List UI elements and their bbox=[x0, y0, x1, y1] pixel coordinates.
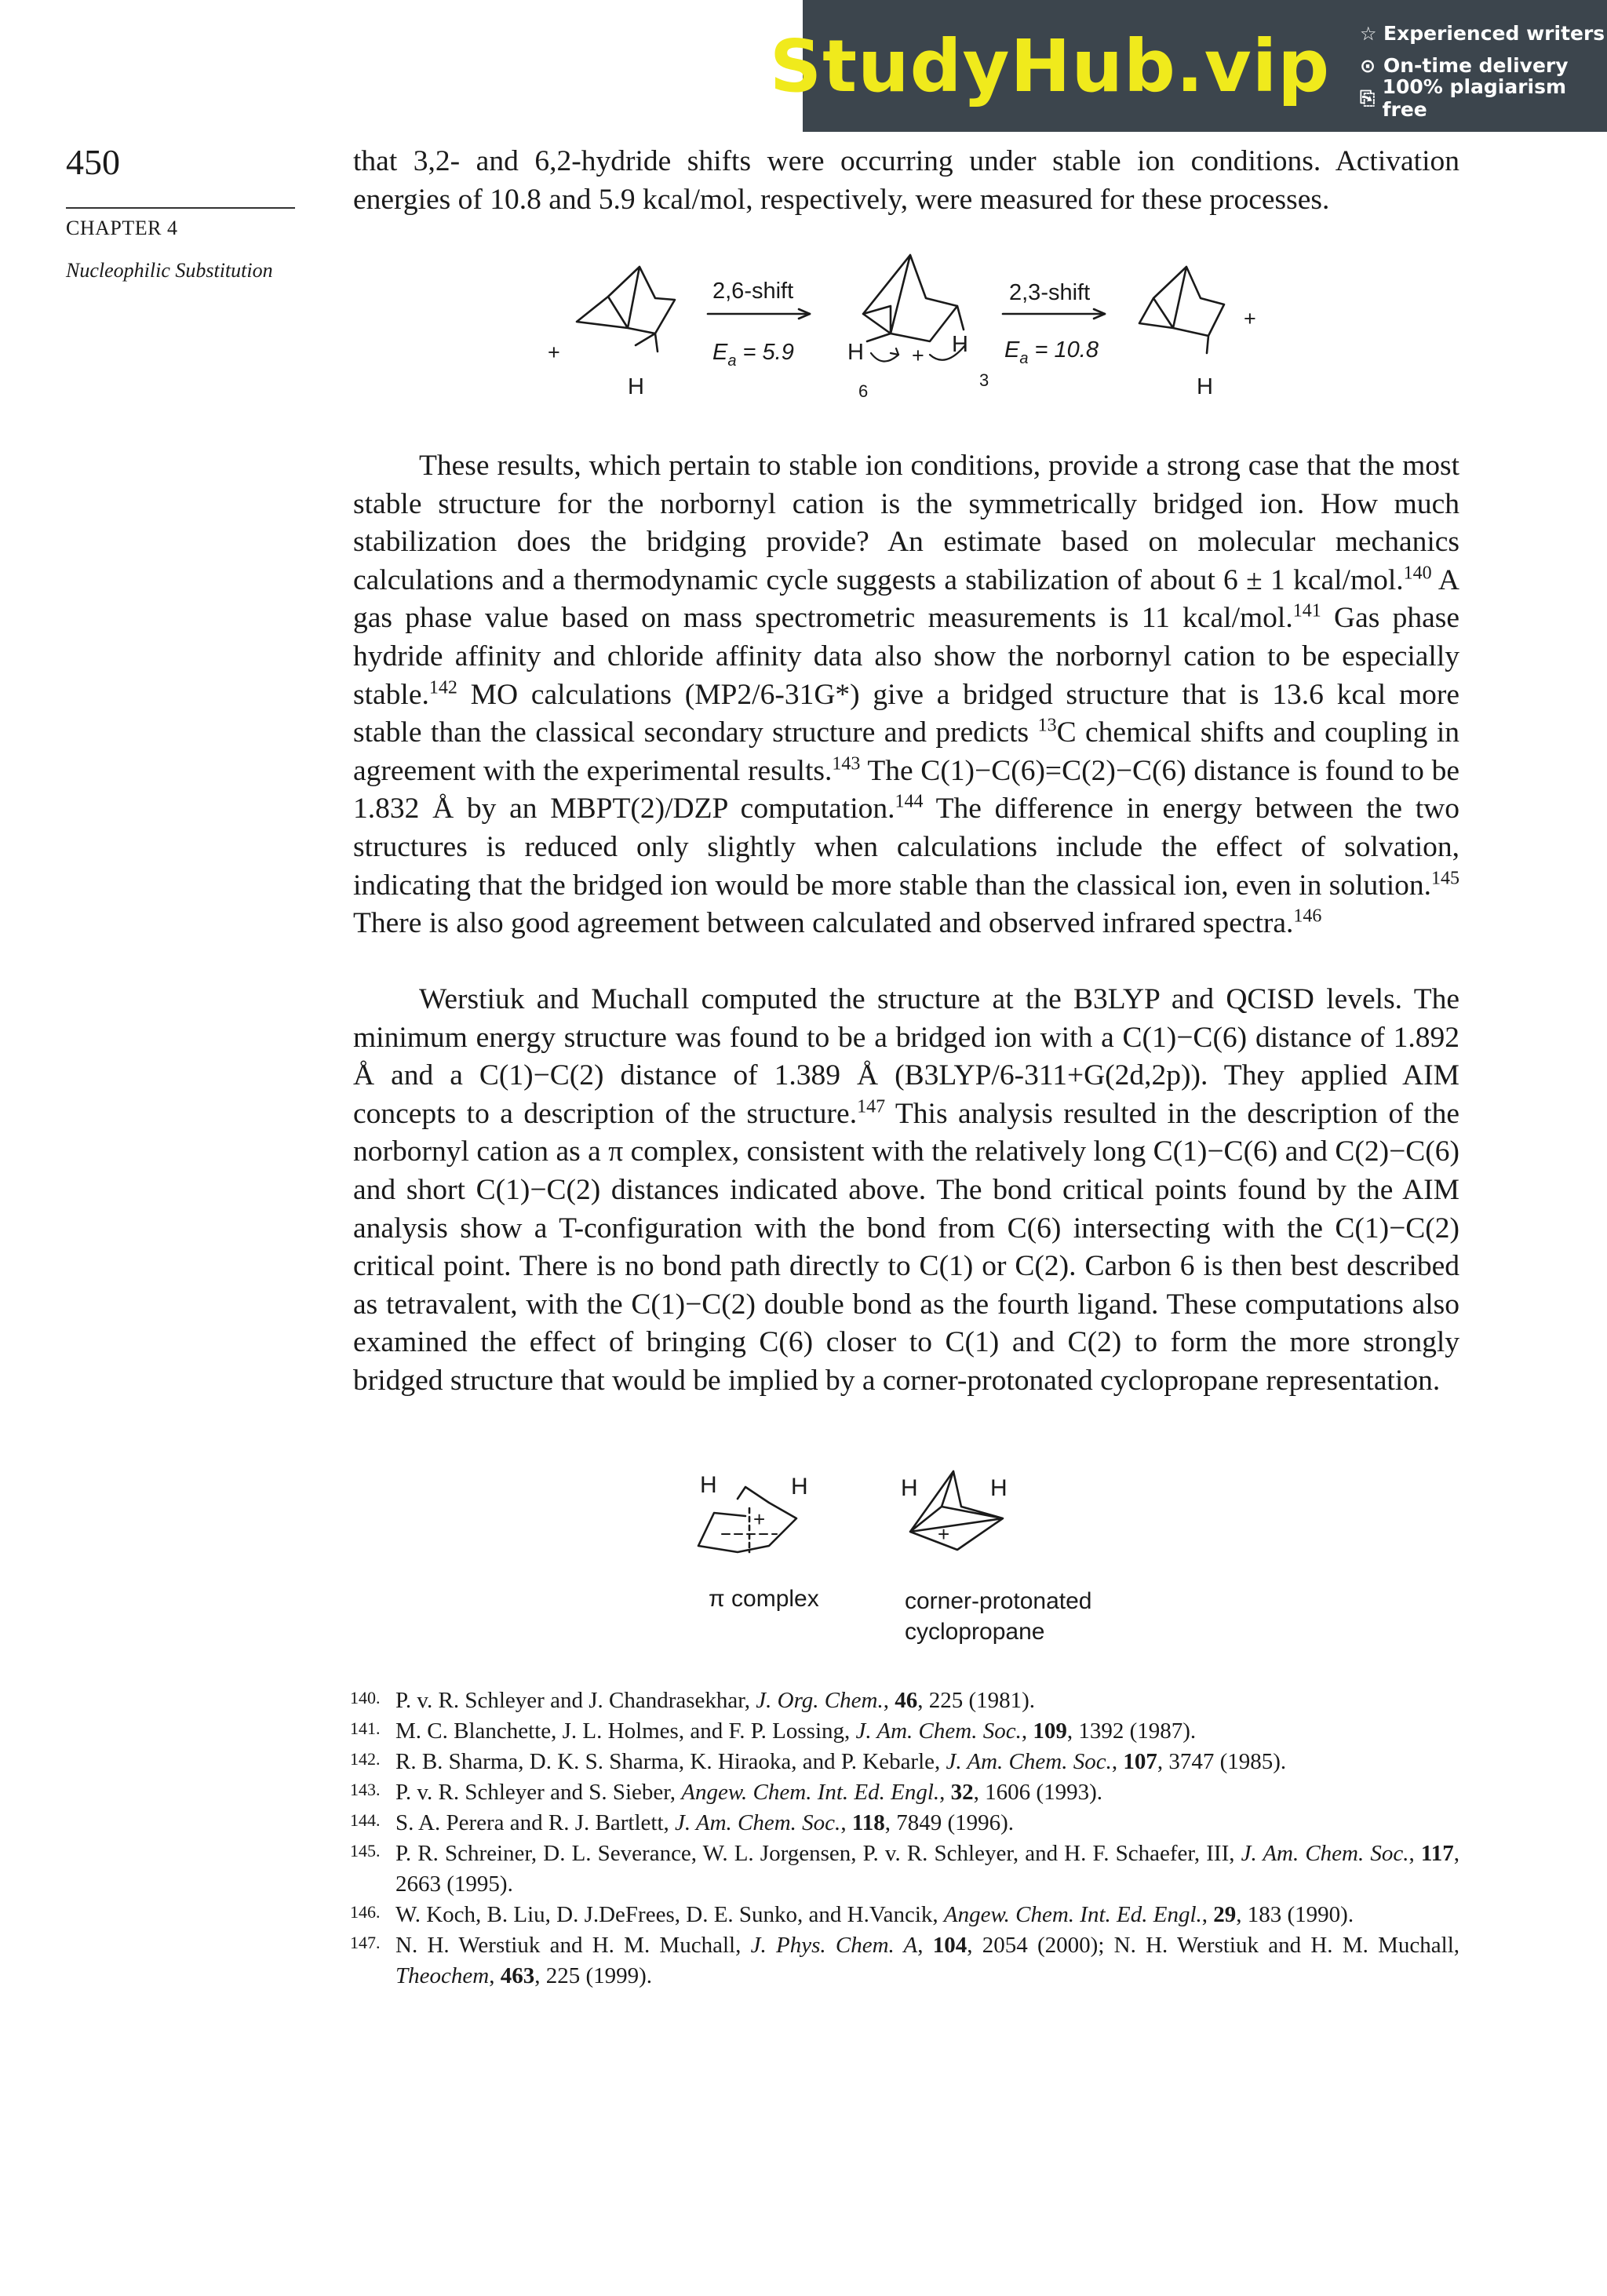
brand-name: StudyHub.vip bbox=[769, 24, 1331, 108]
reference-text: J. Am. Chem. Soc. bbox=[1241, 1841, 1409, 1866]
svg-text:H: H bbox=[952, 332, 968, 357]
chapter-title: Nucleophilic Substitution bbox=[66, 259, 273, 282]
citation-superscript: 143 bbox=[832, 753, 861, 774]
reference-text: J. Org. Chem. bbox=[756, 1688, 884, 1713]
feature-label: Experienced writers bbox=[1383, 22, 1605, 45]
reference-text: , 2054 (2000); N. H. Werstiuk and H. M. Muchall, bbox=[967, 1933, 1459, 1958]
norbornyl-cation-1 bbox=[548, 267, 675, 399]
reference-text: , 225 (1999). bbox=[534, 1963, 653, 1988]
reference-text: 463 bbox=[500, 1963, 535, 1988]
reference-text: , 1606 (1993). bbox=[973, 1780, 1102, 1805]
norbornyl-cation-3 bbox=[1139, 267, 1256, 399]
cyclopropane-label-line2: cyclopropane bbox=[905, 1619, 1045, 1645]
text-run: A gas phase value based on mass spectrometric measurements is 11 kcal/mol. bbox=[353, 563, 1459, 635]
reference-text: R. B. Sharma, D. K. S. Sharma, K. Hiraoka, and P. Kebarle, bbox=[395, 1749, 946, 1774]
reference-text: , bbox=[840, 1810, 852, 1835]
reference-text: , bbox=[1408, 1841, 1421, 1866]
reference-item bbox=[350, 1930, 1459, 1992]
reference-text: P. v. R. Schleyer and J. Chandrasekhar, bbox=[395, 1688, 756, 1713]
reference-text: , bbox=[1021, 1718, 1033, 1744]
feature-list bbox=[1297, 0, 1607, 132]
reference-item bbox=[350, 1716, 1459, 1747]
citation-superscript: 145 bbox=[1431, 868, 1459, 889]
svg-text:H: H bbox=[791, 1474, 808, 1500]
text-run: There is also good agreement between calculated and observed infrared spectra. bbox=[353, 907, 1294, 940]
svg-text:H: H bbox=[990, 1475, 1008, 1501]
reference-text: 107 bbox=[1123, 1749, 1157, 1774]
reference-text: , bbox=[489, 1963, 501, 1988]
reference-item bbox=[350, 1686, 1459, 1716]
reference-text: Angew. Chem. Int. Ed. Engl. bbox=[943, 1902, 1202, 1927]
reference-number: 146. bbox=[350, 1902, 381, 1922]
page-number: 450 bbox=[66, 142, 120, 182]
svg-text:H: H bbox=[901, 1475, 918, 1501]
paragraph-werstiuk bbox=[353, 981, 1459, 1401]
text-run: MO calculations (MP2/6-31G*) give a bridged structure that is 13.6 kcal more stable than the classical secondary structure and predicts bbox=[353, 678, 1459, 749]
reference-text: 104 bbox=[932, 1933, 967, 1958]
svg-text:+: + bbox=[1244, 307, 1256, 330]
svg-text:+: + bbox=[753, 1507, 766, 1531]
citation-superscript: 142 bbox=[428, 677, 457, 698]
reference-text: , 7849 (1996). bbox=[884, 1810, 1015, 1835]
reference-text: W. Koch, B. Liu, D. J.DeFrees, D. E. Sunko, and H.Vancik, bbox=[395, 1902, 944, 1927]
feature-item bbox=[1360, 17, 1607, 49]
reference-number: 143. bbox=[350, 1780, 381, 1799]
reference-text: J. Am. Chem. Soc. bbox=[675, 1810, 841, 1835]
reference-item bbox=[350, 1839, 1459, 1900]
citation-superscript: 144 bbox=[895, 791, 924, 812]
reference-text: J. Am. Chem. Soc. bbox=[946, 1749, 1112, 1774]
reference-number: 142. bbox=[350, 1749, 381, 1769]
reference-text: , bbox=[883, 1688, 895, 1713]
reference-text: 118 bbox=[851, 1810, 885, 1835]
chapter-label: CHAPTER 4 bbox=[66, 217, 178, 239]
reference-text: , bbox=[939, 1780, 951, 1805]
text-run: The difference in energy between the two structures is reduced only slightly when calculations include the effect of solvation, indicating that the bridged ion would be more stable than the classical ion, even in solution. bbox=[353, 793, 1460, 902]
svg-text:H: H bbox=[1197, 374, 1213, 399]
citation-superscript: 147 bbox=[857, 1096, 886, 1117]
shift-arrow-1 bbox=[708, 279, 810, 370]
reference-text: , 1392 (1987). bbox=[1066, 1718, 1197, 1744]
feature-item bbox=[1360, 75, 1607, 121]
paragraph-stabilization bbox=[353, 447, 1459, 943]
feature-label: On-time delivery bbox=[1383, 54, 1569, 77]
plus-sign: + bbox=[548, 341, 560, 364]
pi-complex-label: π complex bbox=[709, 1586, 819, 1612]
reference-text: , 2663 (1995). bbox=[395, 1841, 1459, 1897]
reference-item bbox=[350, 1747, 1459, 1777]
svg-text:H: H bbox=[847, 340, 864, 365]
reference-text: P. v. R. Schleyer and S. Sieber, bbox=[395, 1780, 682, 1805]
reference-number: 140. bbox=[350, 1688, 381, 1707]
reference-text: 32 bbox=[950, 1780, 974, 1805]
reference-number: 141. bbox=[350, 1718, 381, 1738]
text-run: The C(1)−C(6)=C(2)−C(6) distance is found to be 1.832 Å by an MBPT(2)/DZP computation. bbox=[353, 754, 1459, 825]
activation-energy: $E_a = 5.9$ bbox=[712, 340, 794, 370]
text-run: Gas phase hydride affinity and chloride affinity data also show the norbornyl cation to be especially stable. bbox=[353, 602, 1459, 711]
svg-text:H: H bbox=[700, 1472, 717, 1498]
references bbox=[350, 1686, 1459, 1992]
activation-energy: $E_a = 10.8$ bbox=[1004, 337, 1099, 367]
reference-text: P. R. Schreiner, D. L. Severance, W. L. Jorgensen, P. v. R. Schleyer, and H. F. Schaefer, III, bbox=[395, 1841, 1241, 1866]
pi-complex-structure bbox=[698, 1472, 819, 1612]
paragraph-intro: that 3,2- and 6,2-hydride shifts were occurring under stable ion conditions. Activation energies of 10.8 and 5.9 kcal/mol, respectively, were measured for these processes. bbox=[353, 145, 1459, 216]
arrow-label: 2,6-shift bbox=[712, 279, 794, 304]
cyclopropane-label-line1: corner-protonated bbox=[905, 1588, 1092, 1614]
feature-label: 100% plagiarism free bbox=[1382, 75, 1567, 121]
reference-text: J. Phys. Chem. A bbox=[750, 1933, 918, 1958]
hydride-shift-scheme bbox=[534, 243, 1287, 416]
norbornyl-cation-2 bbox=[847, 255, 989, 401]
reference-text: J. Am. Chem. Soc. bbox=[855, 1718, 1022, 1744]
reference-item bbox=[350, 1777, 1459, 1808]
svg-text:6: 6 bbox=[858, 381, 869, 401]
hydrogen-label: H bbox=[628, 374, 644, 399]
reference-item bbox=[350, 1808, 1459, 1839]
reference-text: , bbox=[1111, 1749, 1124, 1774]
star-icon: ☆ bbox=[1360, 22, 1377, 45]
text-run: This analysis resulted in the description of the norbornyl cation as a π complex, consistent with the relatively long C(1)−C(6) and C(2)−C(6) and short C(1)−C(2) distances indicated above. The bond critical points found by the AIM analysis show a T-configuration with the bond from C(6) intersecting with the C(1)−C(2) critical point. There is no bond path directly to C(1) or C(2). Carbon 6 is then best described as tetravalent, with the C(1)−C(2) double bond as the fourth ligand. These computations also examined the effect of bringing C(6) closer to C(1) and C(2) to form the more strongly bridged structure that would be implied by a corner-protonated cyclopropane representation. bbox=[353, 1097, 1459, 1397]
text-run: These results, which pertain to stable ion conditions, provide a strong case that the most stable structure for the norbornyl cation is the symmetrically bridged ion. How much stabilization does the bridging provide? An estimate based on molecular mechanics calculations and a thermodynamic cycle suggests a stabilization of about 6 ± 1 kcal/mol. bbox=[353, 450, 1459, 596]
copy-icon: ⎘ bbox=[1360, 86, 1376, 109]
reference-text: , 225 (1981). bbox=[917, 1688, 1036, 1713]
reference-text: , 183 (1990). bbox=[1236, 1902, 1354, 1927]
citation-superscript: 141 bbox=[1292, 600, 1321, 621]
corner-protonated-cyclopropane-structure bbox=[901, 1471, 1091, 1645]
reference-text: , bbox=[917, 1933, 933, 1958]
bridged-structures-scheme bbox=[675, 1460, 1161, 1664]
reference-text: 46 bbox=[895, 1688, 918, 1713]
reference-number: 145. bbox=[350, 1841, 381, 1860]
reference-number: 147. bbox=[350, 1933, 381, 1952]
brand-logo[interactable] bbox=[769, 0, 1331, 132]
reference-text: 109 bbox=[1033, 1718, 1067, 1744]
clock-icon: ⊙ bbox=[1360, 54, 1376, 77]
shift-arrow-2 bbox=[1003, 280, 1105, 367]
reference-text: , 3747 (1985). bbox=[1157, 1749, 1287, 1774]
citation-superscript: 146 bbox=[1293, 906, 1322, 927]
text-run: Werstiuk and Muchall computed the structure at the B3LYP and QCISD levels. The minimum energy structure was found to be a bridged ion with a C(1)−C(6) distance of 1.892 Å and a C(1)−C(2) distance of 1.389 Å (B3LYP/6-311+G(2d,2p)). They applied AIM concepts to a description of the structure. bbox=[353, 983, 1459, 1130]
reference-number: 144. bbox=[350, 1810, 381, 1830]
svg-text:+: + bbox=[938, 1522, 950, 1546]
reference-text: Angew. Chem. Int. Ed. Engl. bbox=[681, 1780, 940, 1805]
reference-item bbox=[350, 1900, 1459, 1930]
svg-text:+: + bbox=[912, 344, 924, 367]
studyhub-banner[interactable] bbox=[769, 0, 1607, 132]
reference-text: , bbox=[1201, 1902, 1214, 1927]
reference-text: S. A. Perera and R. J. Bartlett, bbox=[395, 1810, 676, 1835]
citation-superscript: 13 bbox=[1037, 715, 1057, 736]
reference-text: N. H. Werstiuk and H. M. Muchall, bbox=[395, 1933, 751, 1958]
reference-text: M. C. Blanchette, J. L. Holmes, and F. P. Lossing, bbox=[395, 1718, 856, 1744]
svg-text:2,3-shift: 2,3-shift bbox=[1009, 280, 1091, 305]
svg-text:3: 3 bbox=[979, 370, 989, 390]
reference-text: 117 bbox=[1420, 1841, 1454, 1866]
reference-text: Theochem bbox=[395, 1963, 490, 1988]
reference-text: 29 bbox=[1213, 1902, 1237, 1927]
citation-superscript: 140 bbox=[1403, 563, 1432, 584]
text-run: C chemical shifts and coupling in agreement with the experimental results. bbox=[353, 716, 1459, 787]
chapter-divider bbox=[66, 207, 295, 209]
